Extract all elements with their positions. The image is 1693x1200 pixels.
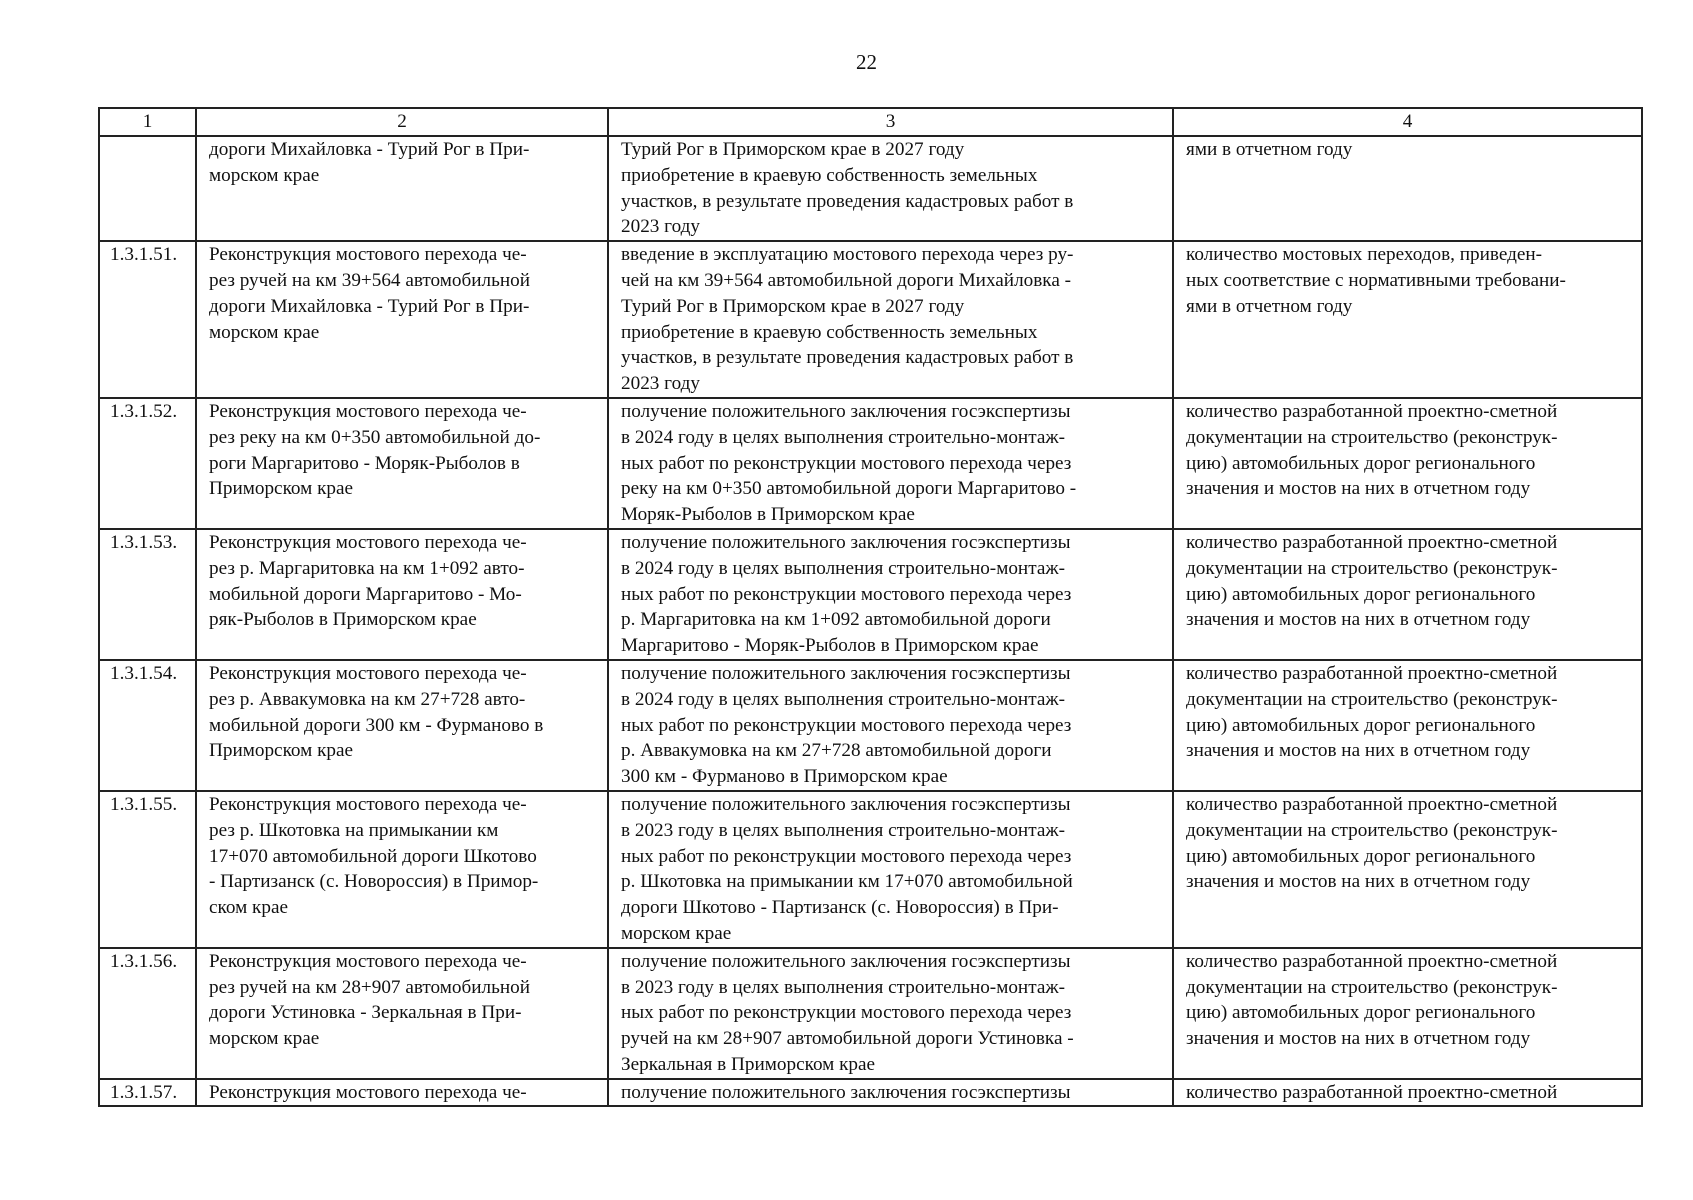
expected-result: получение положительного заключения госэкспертизы в 2024 году в целях выполнения строительно-монтаж- ных работ по реконструкции мостового перехода через р. Аввакумовка на км 27+728 автомобильной дороги 300 км - Фурманово в Приморском крае	[608, 660, 1173, 791]
table-row	[99, 660, 1642, 791]
indicator: количество мостовых переходов, приведен- ных соответствие с нормативными требовани- ями в отчетном году	[1173, 241, 1642, 398]
table-row	[99, 529, 1642, 660]
measure-name: Реконструкция мостового перехода че- рез ручей на км 28+907 автомобильной дороги Устиновка - Зеркальная в При- морском крае	[196, 948, 608, 1079]
indicator: количество разработанной проектно-сметной документации на строительство (реконструк- цию) автомобильных дорог регионального значения и мостов на них в отчетном году	[1173, 398, 1642, 529]
row-number: 1.3.1.56.	[99, 948, 196, 1079]
row-number	[99, 136, 196, 241]
page-number: 22	[856, 50, 877, 74]
header-col-4: 4	[1173, 108, 1642, 136]
indicator: количество разработанной проектно-сметной документации на строительство (реконструк- цию) автомобильных дорог регионального значения и мостов на них в отчетном году	[1173, 948, 1642, 1079]
header-col-3: 3	[608, 108, 1173, 136]
table-row	[99, 948, 1642, 1079]
measure-name: Реконструкция мостового перехода че-	[196, 1079, 608, 1107]
row-number: 1.3.1.54.	[99, 660, 196, 791]
table-header-row	[99, 108, 1642, 136]
header-col-2: 2	[196, 108, 608, 136]
indicator: количество разработанной проектно-сметной	[1173, 1079, 1642, 1107]
table-row	[99, 136, 1642, 241]
measure-name: Реконструкция мостового перехода че- рез р. Маргаритовка на км 1+092 авто- мобильной дороги Маргаритово - Мо- ряк-Рыболов в Приморском крае	[196, 529, 608, 660]
measure-name: Реконструкция мостового перехода че- рез реку на км 0+350 автомобильной до- роги Маргаритово - Моряк-Рыболов в Приморском крае	[196, 398, 608, 529]
measure-name: Реконструкция мостового перехода че- рез ручей на км 39+564 автомобильной дороги Михайловка - Турий Рог в При- морском крае	[196, 241, 608, 398]
measure-name: Реконструкция мостового перехода че- рез р. Шкотовка на примыкании км 17+070 автомобильной дороги Шкотово - Партизанск (с. Новороссия) в Примор- ском крае	[196, 791, 608, 948]
table-row	[99, 398, 1642, 529]
expected-result: получение положительного заключения госэкспертизы в 2024 году в целях выполнения строительно-монтаж- ных работ по реконструкции мостового перехода через реку на км 0+350 автомобильной дороги Маргаритово - Моряк-Рыболов в Приморском крае	[608, 398, 1173, 529]
table-row	[99, 791, 1642, 948]
expected-result: введение в эксплуатацию мостового перехода через ру- чей на км 39+564 автомобильной дороги Михайловка - Турий Рог в Приморском крае в 2027 году приобретение в краевую собственность земельных участков, в результате проведения кадастровых работ в 2023 году	[608, 241, 1173, 398]
row-number: 1.3.1.52.	[99, 398, 196, 529]
row-number: 1.3.1.53.	[99, 529, 196, 660]
header-col-1: 1	[99, 108, 196, 136]
expected-result: получение положительного заключения госэкспертизы	[608, 1079, 1173, 1107]
indicator: количество разработанной проектно-сметной документации на строительство (реконструк- цию) автомобильных дорог регионального значения и мостов на них в отчетном году	[1173, 660, 1642, 791]
indicator: количество разработанной проектно-сметной документации на строительство (реконструк- цию) автомобильных дорог регионального значения и мостов на них в отчетном году	[1173, 529, 1642, 660]
row-number: 1.3.1.57.	[99, 1079, 196, 1107]
expected-result: получение положительного заключения госэкспертизы в 2023 году в целях выполнения строительно-монтаж- ных работ по реконструкции мостового перехода через ручей на км 28+907 автомобильной дороги Устиновка - Зеркальная в Приморском крае	[608, 948, 1173, 1079]
table-row	[99, 1079, 1642, 1107]
row-number: 1.3.1.51.	[99, 241, 196, 398]
expected-result: Турий Рог в Приморском крае в 2027 году приобретение в краевую собственность земельных участков, в результате проведения кадастровых работ в 2023 году	[608, 136, 1173, 241]
measure-name: Реконструкция мостового перехода че- рез р. Аввакумовка на км 27+728 авто- мобильной дороги 300 км - Фурманово в Приморском крае	[196, 660, 608, 791]
measures-table	[98, 107, 1643, 1107]
row-number: 1.3.1.55.	[99, 791, 196, 948]
table-row	[99, 241, 1642, 398]
expected-result: получение положительного заключения госэкспертизы в 2023 году в целях выполнения строительно-монтаж- ных работ по реконструкции мостового перехода через р. Шкотовка на примыкании км 17+070 автомобильной дороги Шкотово - Партизанск (с. Новороссия) в При- морском крае	[608, 791, 1173, 948]
indicator: ями в отчетном году	[1173, 136, 1642, 241]
indicator: количество разработанной проектно-сметной документации на строительство (реконструк- цию) автомобильных дорог регионального значения и мостов на них в отчетном году	[1173, 791, 1642, 948]
expected-result: получение положительного заключения госэкспертизы в 2024 году в целях выполнения строительно-монтаж- ных работ по реконструкции мостового перехода через р. Маргаритовка на км 1+092 автомобильной дороги Маргаритово - Моряк-Рыболов в Приморском крае	[608, 529, 1173, 660]
measure-name: дороги Михайловка - Турий Рог в При- морском крае	[196, 136, 608, 241]
